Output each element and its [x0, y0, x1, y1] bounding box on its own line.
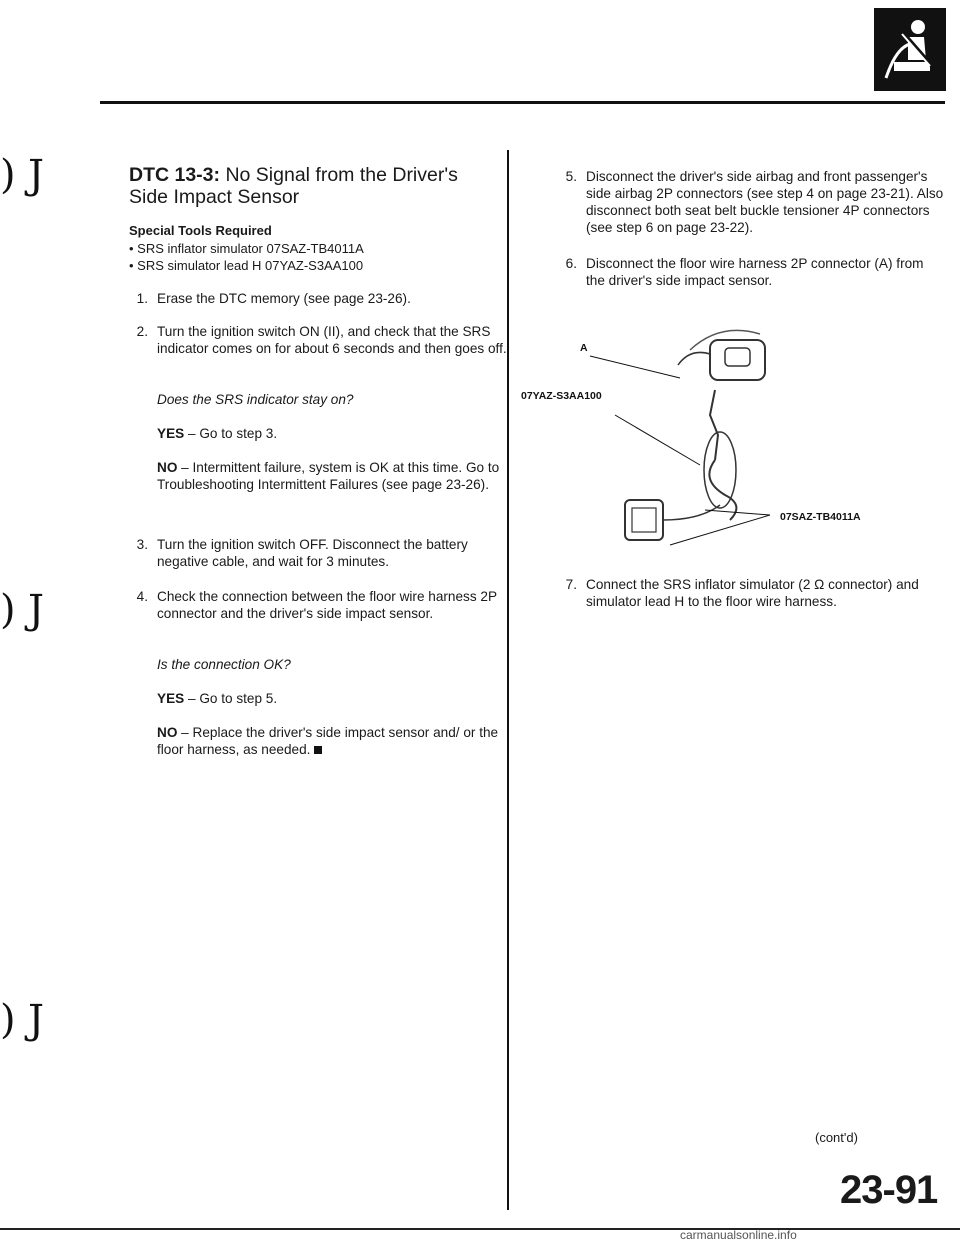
question-2: Is the connection OK? [157, 657, 291, 672]
step-6-text: Disconnect the floor wire harness 2P connector (A) from the driver's side impact sensor. [586, 256, 924, 288]
no-branch-1: NO – Intermittent failure, system is OK at this time. Go to Troubleshooting Intermittent Failures (see page 23-26). [157, 460, 500, 492]
margin-hook-middle: J [28, 587, 45, 633]
step-number: 3. [136, 537, 148, 552]
step-number: 7. [565, 577, 577, 592]
watermark: carmanualsonline.info [680, 1228, 797, 1242]
footer-rule [0, 1228, 960, 1230]
margin-hook-top: J [28, 152, 45, 198]
column-divider [507, 150, 509, 1210]
yes-branch-1: YES – Go to step 3. [157, 426, 278, 441]
step-1-text: Erase the DTC memory (see page 23-26). [157, 291, 411, 306]
yes-branch-2: YES – Go to step 5. [157, 691, 278, 706]
end-of-procedure-mark [314, 746, 322, 754]
step-7-text: Connect the SRS inflator simulator (2 Ω connector) and simulator lead H to the floor wire harness. [586, 577, 919, 609]
step-3-text: Turn the ignition switch OFF. Disconnect the battery negative cable, and wait for 3 minutes. [157, 537, 468, 569]
step-4-text: Check the connection between the floor wire harness 2P connector and the driver's side impact sensor. [157, 589, 497, 621]
margin-bracket-top: ) [0, 152, 16, 198]
step-5-text: Disconnect the driver's side airbag and front passenger's side airbag 2P connectors (see step 4 on page 23-21). Also disconnect both seat belt buckle tensioner 4P connectors (see step 6 on page 23-22). [586, 169, 944, 235]
margin-hook-bottom: J [28, 997, 45, 1043]
connector-diagram [520, 320, 940, 560]
page-number: 23-91 [840, 1168, 938, 1212]
special-tools-heading: Special Tools Required [129, 223, 272, 238]
diagram-label-lead: 07YAZ-S3AA100 [521, 390, 602, 402]
tool-item: • SRS inflator simulator 07SAZ-TB4011A [129, 241, 364, 256]
step-number: 1. [136, 291, 148, 306]
tool-item: • SRS simulator lead H 07YAZ-S3AA100 [129, 258, 364, 273]
page-title: DTC 13-3: No Signal from the Driver's Side Impact Sensor [129, 164, 458, 208]
diagram-label-a: A [580, 342, 588, 354]
step-number: 5. [565, 169, 577, 184]
step-number: 6. [565, 256, 577, 271]
diagram-label-simulator: 07SAZ-TB4011A [780, 511, 861, 523]
step-number: 2. [136, 324, 148, 339]
question-1: Does the SRS indicator stay on? [157, 392, 354, 407]
step-2-text: Turn the ignition switch ON (II), and check that the SRS indicator comes on for about 6 seconds and then goes off. [157, 324, 507, 356]
header-rule [100, 101, 945, 104]
continued-label: (cont'd) [815, 1130, 858, 1145]
no-branch-2: NO – Replace the driver's side impact sensor and/ or the floor harness, as needed. [157, 725, 499, 757]
margin-bracket-middle: ) [0, 587, 16, 633]
seatbelt-airbag-icon [874, 8, 946, 91]
margin-bracket-bottom: ) [0, 997, 16, 1043]
step-number: 4. [136, 589, 148, 604]
